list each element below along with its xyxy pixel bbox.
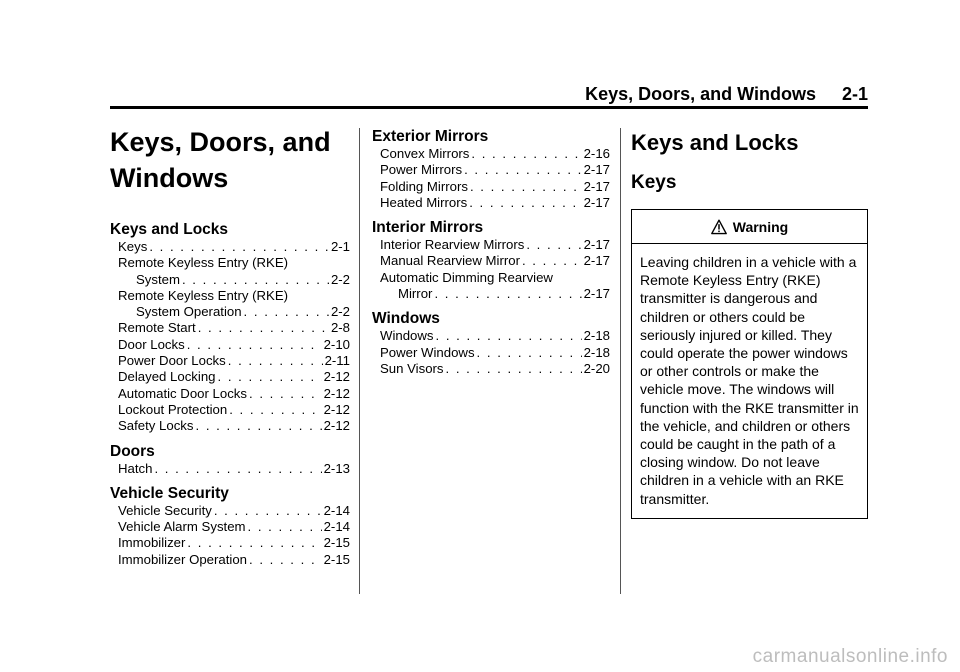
toc-column-1 [110,118,350,568]
toc-entry-title: Immobilizer Operation [118,551,247,567]
toc-entry[interactable] [110,552,350,568]
running-header-title: Keys, Doors, and Windows [585,84,816,104]
toc-entry-page: 2-12 [323,369,350,385]
toc-entry-page: 2-14 [323,519,350,535]
toc-entry[interactable] [372,270,610,303]
toc-entry[interactable] [110,239,350,255]
toc-heading-doors: Doors [110,442,155,460]
toc-entry-page: 2-11 [324,353,350,369]
toc-entry-page: 2-17 [583,286,610,302]
toc-entry-title: Automatic Dimming Rearview [380,269,553,285]
toc-entry-title: Remote Keyless Entry (RKE) [118,287,289,303]
toc-entry-page: 2-17 [583,162,610,178]
watermark: carmanualsonline.info [752,646,948,667]
toc-entry-page: 2-18 [583,344,610,360]
toc-entry[interactable] [372,361,610,377]
running-header [585,84,868,105]
toc-entry-title: Manual Rearview Mirror [380,253,520,269]
toc-entry-page: 2-13 [323,460,350,476]
toc-entry-title-cont: Mirror [398,286,433,302]
subsection-title: Keys [631,172,677,193]
toc-entry[interactable] [372,179,610,195]
chapter-title-line2: Windows [110,163,229,193]
toc-list-exterior-mirrors [372,146,610,211]
toc-entry-page: 2-18 [583,328,610,344]
toc-entry-title-cont: System Operation [136,304,242,320]
toc-entry[interactable] [110,320,350,336]
toc-entry-title: Power Mirrors [380,162,463,178]
toc-entry-page: 2-16 [583,146,610,161]
toc-entry-title: Door Locks [118,336,185,352]
toc-entry-title: Vehicle Security [118,502,212,518]
toc-entry-title: Power Windows [380,344,475,360]
toc-entry-title: Remote Keyless Entry (RKE) [118,255,289,271]
toc-entry-page: 2-8 [330,320,350,336]
column-divider [359,128,360,594]
body-column [631,118,868,519]
toc-entry[interactable] [110,353,350,369]
toc-entry[interactable] [110,369,350,385]
toc-entry-page: 2-17 [583,194,610,210]
toc-entry-title: Automatic Door Locks [118,385,247,401]
toc-list-keys-and-locks [110,239,350,435]
toc-entry-title: Convex Mirrors [380,146,470,161]
toc-entry[interactable] [372,146,610,162]
toc-entry[interactable] [372,195,610,211]
toc-entry[interactable] [372,328,610,344]
toc-entry-title: Immobilizer [118,535,186,551]
toc-entry-page: 2-17 [583,253,610,269]
toc-entry-page: 2-2 [330,304,350,320]
toc-entry-title: Keys [118,239,148,254]
toc-entry-title: Power Door Locks [118,353,226,369]
toc-entry[interactable] [372,162,610,178]
page-number: 2-1 [841,84,868,104]
warning-box [631,209,868,519]
toc-entry-title: Remote Start [118,320,196,336]
toc-entry-title-cont: System [136,271,180,287]
toc-entry-page: 2-14 [323,502,350,518]
toc-entry-title: Folding Mirrors [380,178,468,194]
chapter-title-line1: Keys, Doors, and [110,127,331,157]
warning-triangle-icon [711,219,727,235]
toc-entry-page: 2-20 [583,360,610,376]
toc-entry-page: 2-12 [323,418,350,434]
chapter-title [110,124,350,196]
toc-entry-title: Hatch [118,460,153,476]
toc-list-interior-mirrors [372,237,610,302]
warning-text: Leaving children in a vehicle with a Remote Keyless Entry (RKE) transmitter is dangerous and children or others could be seriously injured or killed. They could operate the power windows or other controls or make the vehicle move. The windows will function with the RKE transmitter in the vehicle, and children or others could be caught in the path of a closing window. Do not leave children in a vehicle with an RKE transmitter. [640,254,859,507]
toc-entry[interactable] [372,345,610,361]
toc-entry-page: 2-17 [583,178,610,194]
toc-entry-title: Lockout Protection [118,401,228,417]
toc-entry[interactable] [110,461,350,477]
toc-entry[interactable] [110,386,350,402]
toc-entry-title: Interior Rearview Mirrors [380,237,525,253]
warning-label: Warning [732,218,789,235]
toc-entry-page: 2-15 [323,535,350,551]
toc-entry[interactable] [372,237,610,253]
toc-entry[interactable] [110,337,350,353]
toc-entry[interactable] [110,535,350,551]
toc-entry[interactable] [110,503,350,519]
section-title: Keys and Locks [631,130,799,155]
column-divider [620,128,621,594]
toc-list-doors [110,461,350,477]
toc-entry[interactable] [110,402,350,418]
toc-entry[interactable] [110,418,350,434]
toc-heading-exterior-mirrors: Exterior Mirrors [372,128,489,145]
toc-entry-page: 2-17 [583,237,610,253]
toc-list-windows [372,328,610,377]
toc-entry-page: 2-10 [323,336,350,352]
toc-entry-title: Heated Mirrors [380,194,468,210]
toc-entry-title: Sun Visors [380,360,444,376]
warning-header [632,210,867,244]
toc-heading-interior-mirrors: Interior Mirrors [372,219,484,237]
toc-entry-page: 2-2 [330,271,350,287]
toc-entry-title: Windows [380,328,434,344]
header-rule [110,106,868,109]
toc-entry-page: 2-15 [323,551,350,567]
toc-entry-title: Safety Locks [118,418,194,434]
toc-entry[interactable] [110,288,350,321]
toc-heading-vehicle-security: Vehicle Security [110,484,229,502]
toc-entry[interactable] [110,519,350,535]
toc-entry-title: Vehicle Alarm System [118,519,246,535]
toc-entry[interactable] [110,255,350,288]
toc-entry-title: Delayed Locking [118,369,216,385]
toc-column-2 [372,118,610,377]
toc-heading-keys-and-locks: Keys and Locks [110,221,229,238]
toc-list-vehicle-security [110,503,350,568]
toc-heading-windows: Windows [372,310,440,328]
toc-entry-page: 2-1 [330,239,350,254]
toc-entry[interactable] [372,253,610,269]
toc-entry-page: 2-12 [323,385,350,401]
toc-entry-page: 2-12 [323,401,350,417]
